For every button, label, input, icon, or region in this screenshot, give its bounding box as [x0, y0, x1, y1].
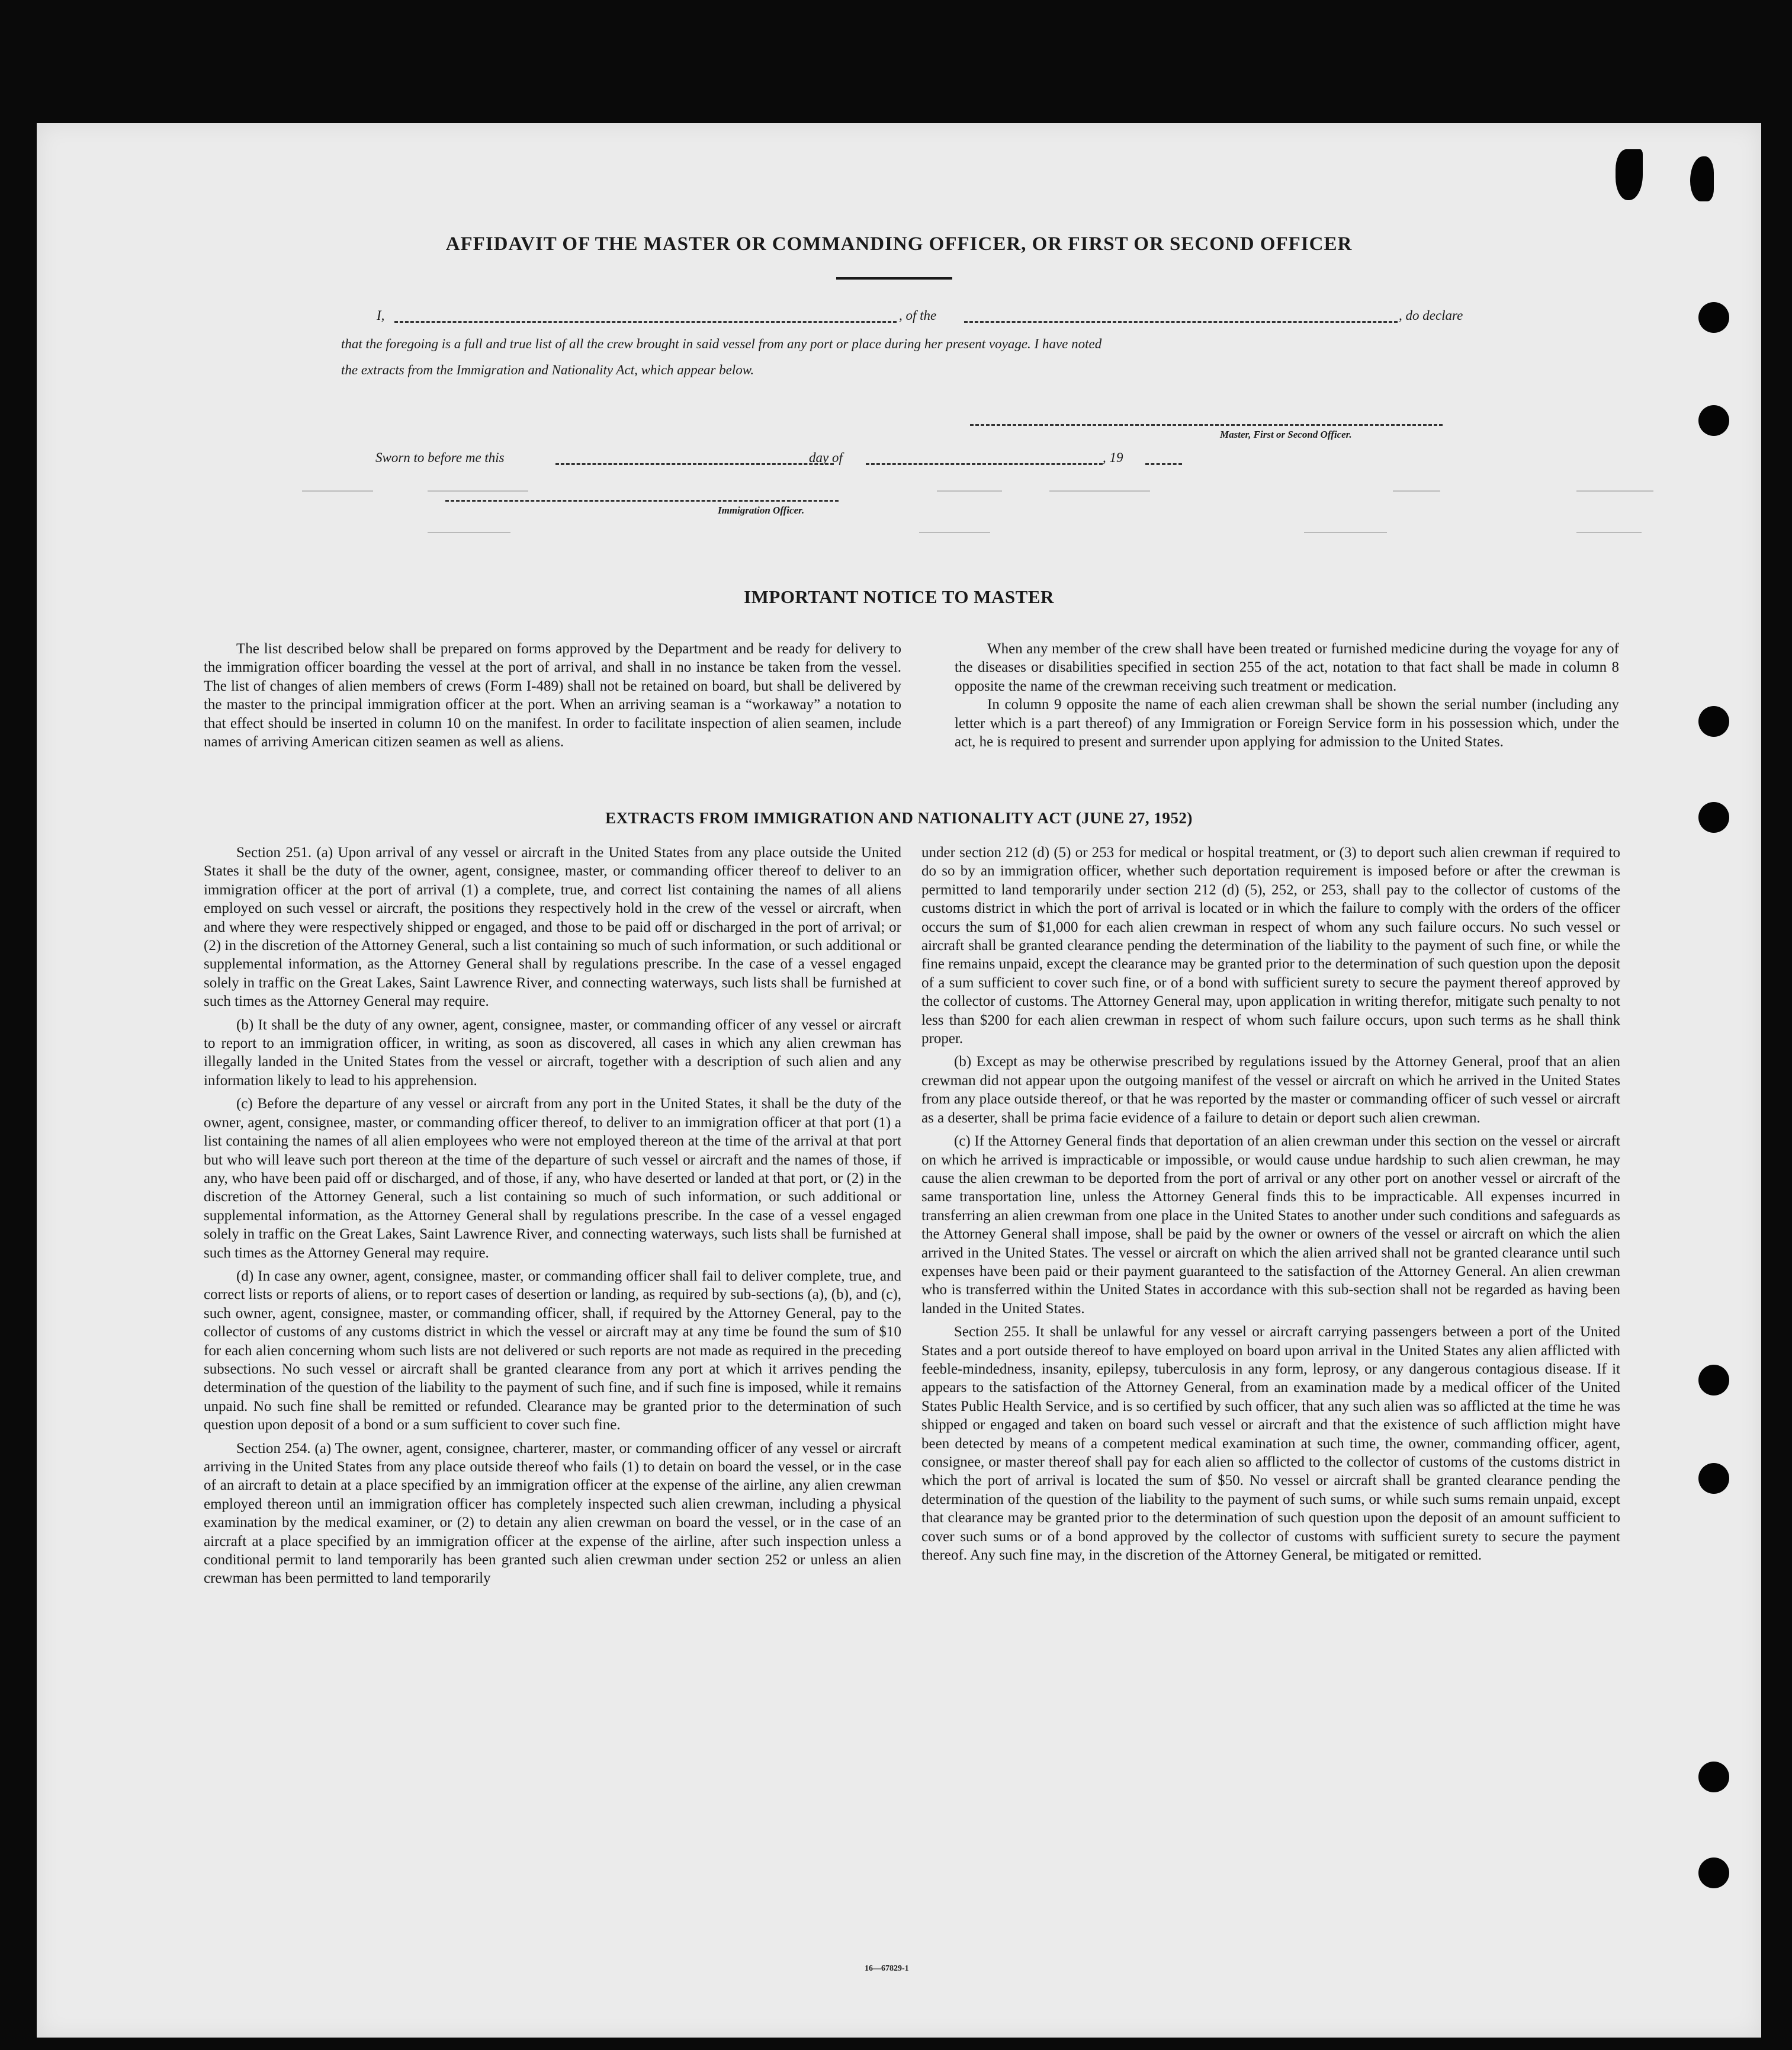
punch-hole	[1698, 802, 1729, 833]
document-page	[37, 123, 1761, 2038]
affidavit-title: AFFIDAVIT OF THE MASTER OR COMMANDING OFFICER, OR FIRST OR SECOND OFFICER	[445, 233, 1353, 255]
notice-heading: IMPORTANT NOTICE TO MASTER	[744, 586, 1054, 607]
scan-artifact	[302, 490, 373, 492]
punch-hole	[1698, 1762, 1729, 1792]
section-251-a: Section 251. (a) Upon arrival of any vessel or aircraft in the United States from any place outside the United States it shall be the duty of the owner, agent, consignee, master, or commanding officer thereof to deliver to an immigration officer at the port of arrival (1) a complete, true, and correct list containing the names of all aliens employed on such vessel or aircraft, the positions they respectively hold in the crew of the vessel or aircraft, when and where they were respectively shipped or engaged, and those to be paid off or discharged in the port of arrival; or (2) in the discretion of the Attorney General, such a list containing so much of such information, or such additional or supplemental information, as the Attorney General shall by regulations prescribe. In the case of a vessel engaged solely in traffic on the Great Lakes, Saint Lawrence River, and connecting waterways, such lists shall be furnished at such times as the Attorney General may require.	[204, 845, 901, 1010]
form-code: 16—67829-1	[865, 1964, 909, 1973]
punch-hole	[1698, 405, 1729, 436]
ink-blot	[1690, 156, 1714, 201]
declarant-name-field[interactable]	[394, 321, 897, 323]
declarant-prefix: I,	[377, 308, 385, 323]
scan-artifact	[1576, 532, 1642, 533]
sworn-day-field[interactable]	[555, 463, 834, 465]
sworn-month-field[interactable]	[866, 463, 1103, 465]
punch-hole	[1698, 1365, 1729, 1395]
scan-artifact	[1304, 532, 1387, 533]
section-251-d: (d) In case any owner, agent, consignee, master, or commanding officer shall fail to deliver complete, true, and correct lists or reports of aliens, or to report cases of desertion or landing, as required by sub-sections (a), (b), and (c), such owner, agent, consignee, master, or commanding officer, shall, if required by the Attorney General, pay to the collector of customs of any customs district in which the vessel or aircraft may at any time be found the sum of $10 for each alien concerning whom such lists are not delivered or such reports are not made as required in the preceding subsections. No such vessel or aircraft shall be granted clearance from any port at which it arrives pending the determination of the question of the liability to the payment of such fine, and if such fine is imposed, while it remains unpaid. No such fine shall be remitted or refunded. Clearance may be granted prior to the determination of such question upon deposit of a bond or a sum sufficient to cover such fine.	[204, 1268, 901, 1433]
section-254-b: (b) Except as may be otherwise prescribed by regulations issued by the Attorney General, proof that an alien crewman did not appear upon the outgoing manifest of the vessel or aircraft on which he arrived in the United States from any place outside thereof, or that he was reported by the master or commanding officer of such vessel or aircraft as a deserter, shall be prima facie evidence of a failure to detain or deport such alien crewman.	[921, 1054, 1620, 1126]
scan-artifact	[919, 532, 990, 533]
vessel-name-field[interactable]	[964, 321, 1398, 323]
declaration-text-line-2: that the foregoing is a full and true list of all the crew brought in said vessel from any port or place during her present voyage. I have noted	[341, 336, 1102, 351]
punch-hole	[1698, 1857, 1729, 1888]
notice-right-paragraph-2: In column 9 opposite the name of each alien crewman shall be shown the serial number (including any letter which is a part thereof) of any Immigration or Foreign Service form in his possession which, under the act, he is required to present and surrender upon applying for admission to the United States.	[955, 697, 1619, 750]
section-251-b: (b) It shall be the duty of any owner, agent, consignee, master, or commanding officer of any vessel or aircraft to report to an immigration officer, in writing, as soon as discovered, all cases in which any alien crewman has illegally landed in the United States from the vessel or aircraft, together with a description of such alien and any information likely to lead to his apprehension.	[204, 1016, 901, 1089]
extracts-left-column	[204, 843, 901, 1593]
immigration-officer-label: Immigration Officer.	[718, 505, 805, 516]
ink-blot	[1616, 149, 1643, 200]
do-declare-label: , do declare	[1399, 308, 1463, 323]
year-label: , 19	[1103, 450, 1123, 465]
punch-hole	[1698, 706, 1729, 737]
punch-hole	[1698, 1463, 1729, 1494]
master-signature-label: Master, First or Second Officer.	[1220, 429, 1352, 440]
section-254-c: (c) If the Attorney General finds that deportation of an alien crewman under this section on the vessel or aircraft on which he arrived is impracticable or impossible, or would cause undue hardship to such alien crewman, he may cause the alien crewman to be deported from the port of arrival or any other port on another vessel or aircraft of the same transportation line, unless the Attorney General finds this to be impracticable. All expenses incurred in transferring an alien crewman from one place in the United States to another under such conditions and safeguards as the Attorney General shall impose, shall be paid by the owner or owners of the vessel or aircraft on which the alien arrived in the United States. The vessel or aircraft on which the alien arrived shall not be granted clearance until such expenses have been paid or their payment guaranteed to the satisfaction of the Attorney General. An alien crewman who is transferred within the United States in accordance with this sub-section shall not be regarded as having been landed in the United States.	[921, 1133, 1620, 1317]
section-251-c: (c) Before the departure of any vessel or aircraft from any port in the United States, it shall be the duty of the owner, agent, consignee, master, or commanding officer thereof, to deliver to an immigration officer at that port (1) a list containing the names of all alien employees who were not employed thereon at the time of the arrival at that port but who will leave such port thereon at the time of the departure of such vessel or aircraft and the names of those, if any, who have been paid off or discharged, and of those, if any, who have deserted or landed at that port, or (2) in the discretion of the Attorney General, such a list containing so much of such information, or such additional or supplemental information, as the Attorney General shall by regulations prescribe. In the case of a vessel engaged solely in traffic on the Great Lakes, Saint Lawrence River, and connecting waterways, such lists shall be furnished at such times as the Attorney General may require.	[204, 1096, 901, 1261]
master-signature-field[interactable]	[970, 424, 1443, 426]
punch-hole	[1698, 302, 1729, 333]
scan-artifact	[937, 490, 1002, 492]
day-of-label: day of	[809, 450, 843, 465]
notice-left-paragraph: The list described below shall be prepared on forms approved by the Department and be ready for delivery to the immigration officer boarding the vessel at the port of arrival, and shall in no instance be taken from the vessel. The list of changes of alien members of crews (Form I-489) shall not be retained on board, but shall be delivered by the master to the principal immigration officer at the port. When an arriving seaman is a “workaway” a notation to that effect should be inserted in column 10 on the manifest. In order to facilitate inspection of alien seamen, include names of arriving American citizen seamen as well as aliens.	[204, 641, 901, 750]
notice-right-column	[955, 640, 1619, 756]
title-underline	[836, 277, 952, 280]
extracts-right-column	[921, 843, 1620, 1569]
scan-artifact	[1049, 490, 1150, 492]
scan-artifact	[1576, 490, 1653, 492]
section-255: Section 255. It shall be unlawful for any vessel or aircraft carrying passengers between a port of the United States and a port outside thereof to have employed on board upon arrival in the United States any alien afflicted with feeble-mindedness, insanity, epilepsy, tuberculosis in any form, leprosy, or any dangerous contagious disease. If it appears to the satisfaction of the Attorney General, from an examination made by a medical officer of the United States Public Health Service, and is so certified by such officer, that any such alien was so afflicted at the time he was shipped or engaged and taken on board such vessel or aircraft and that the existence of such affliction might have been detected by means of a competent medical examination at such time, the owner, commanding officer, agent, consignee, or master thereof shall pay for each alien so afflicted to the collector of customs of the customs district in which the port of arrival is located the sum of $50. No vessel or aircraft shall be granted clearance pending the determination of the question of the liability to the payment of such sums, or while such sums remain unpaid, except that clearance may be granted prior to the determination of such question upon the deposit of an amount sufficient to cover such sums or of a bond approved by the collector of customs with sufficient surety to secure the payment thereof. Any such fine may, in the discretion of the Attorney General, be mitigated or remitted.	[921, 1324, 1620, 1564]
notice-right-paragraph-1: When any member of the crew shall have been treated or furnished medicine during the voyage for any of the diseases or disabilities specified in section 255 of the act, notation to that fact shall be made in column 8 opposite the name of the crewman receiving such treatment or medication.	[955, 641, 1619, 694]
scan-artifact	[1393, 490, 1440, 492]
immigration-officer-signature-field[interactable]	[445, 500, 839, 502]
extracts-heading: EXTRACTS FROM IMMIGRATION AND NATIONALITY ACT (JUNE 27, 1952)	[605, 809, 1193, 827]
section-254-a-continued: under section 212 (d) (5) or 253 for medical or hospital treatment, or (3) to deport such alien crewman if required to do so by an immigration officer, whether such deportation requirement is imposed before or after the crewman is permitted to land temporarily under section 212 (d) (5), 252, or 253, shall pay to the collector of customs of the customs district in which the port of arrival is located or in which the failure to comply with the orders of the officer occurs the sum of $1,000 for each alien crewman in respect of whom any such failure occurs. No such vessel or aircraft shall be granted clearance pending the determination of the liability to the payment of such fine, or while the fine remains unpaid, except the clearance may be granted prior to the determination of such question upon the deposit of a sum sufficient to cover such fine, or of a bond with sufficient surety to secure the payment thereof approved by the collector of customs. The Attorney General may, upon application in writing therefor, mitigate such penalty to not less than $200 for each alien crewman in respect of whom such failure occurs, upon such terms as he shall think proper.	[921, 845, 1620, 1047]
scan-artifact	[428, 532, 510, 533]
sworn-label: Sworn to before me this	[375, 450, 505, 465]
section-254-a: Section 254. (a) The owner, agent, consignee, charterer, master, or commanding officer of any vessel or aircraft arriving in the United States from any place outside thereof who fails (1) to detain on board the vessel, or in the case of an aircraft to detain at a place specified by an immigration officer at the expense of the airline, any alien crewman employed thereon until an immigration officer has completely inspected such alien crewman, including a physical examination by the medical examiner, or (2) to detain any alien crewman on board the vessel, or in the case of an aircraft at a place specified by an immigration officer at the expense of the airline, after such inspection unless a conditional permit to land temporarily has been granted such alien crewman under section 252 or unless an alien crewman has been permitted to land temporarily	[204, 1440, 901, 1587]
of-the-label: , of the	[899, 308, 937, 323]
sworn-year-field[interactable]	[1145, 463, 1182, 465]
notice-left-column	[204, 640, 901, 756]
scan-artifact	[428, 490, 528, 492]
declaration-text-line-3: the extracts from the Immigration and Nationality Act, which appear below.	[341, 362, 754, 377]
